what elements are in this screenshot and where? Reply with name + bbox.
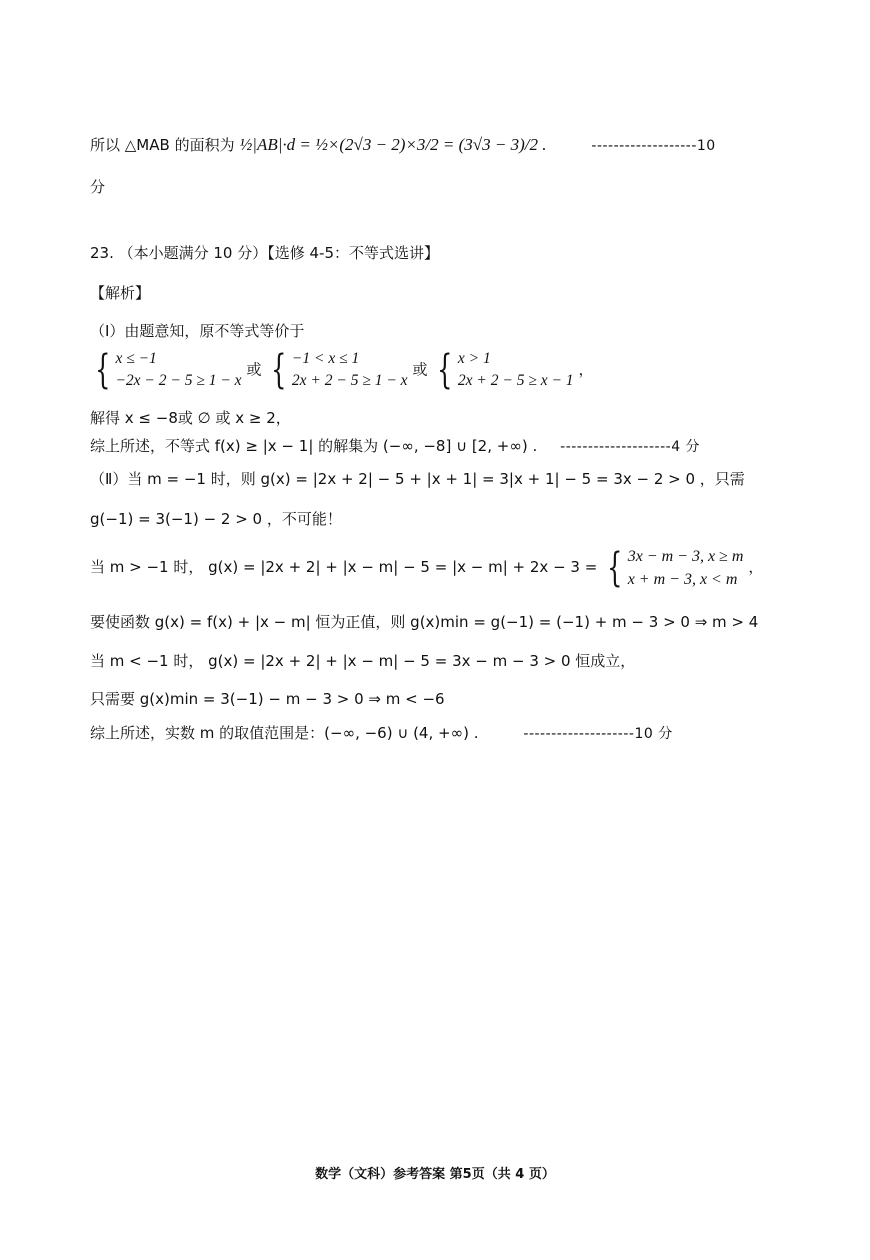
area-formula: ½|AB|·d = ½×(2√3 − 2)×3/2 = (3√3 − 3)/2 . [239, 135, 547, 154]
conclusion-part2: 综上所述，实数 m 的取值范围是：(−∞, −6) ∪ (4, +∞) . --------------------10 分 [90, 724, 673, 742]
inequality-systems: { x ≤ −1 −2x − 2 − 5 ≥ 1 − x 或 { −1 < x ≤ 1 2x + 2 − 5 ≥ 1 − x 或 { x > 1 2x + 2 − 5 ≥ x − 1 ， [90, 348, 594, 393]
part2-case2: 当 m > −1 时， g(x) = |2x + 2| + |x − m| − 5 = |x − m| + 2x − 3 = { 3x − m − 3, x ≥ m x + m − 3, x < m ， [90, 545, 764, 592]
part1-intro: （Ⅰ）由题意知，原不等式等价于 [90, 322, 305, 340]
part2-case3: 当 m < −1 时， g(x) = |2x + 2| + |x − m| − 5 = 3x − m − 3 > 0 恒成立， [90, 652, 636, 670]
score-dash-10a: -------------------10 [591, 138, 716, 154]
area-line [90, 135, 716, 155]
score-dash-10b: --------------------10 分 [523, 726, 673, 742]
case2-condition: 要使函数 g(x) = f(x) + |x − m| 恒为正值，则 g(x)min = g(−1) = (−1) + m − 3 > 0 ⇒ m > 4 [90, 613, 759, 631]
question-23-heading: 23. （本小题满分 10 分）【选修 4-5：不等式选讲】 [90, 244, 440, 262]
part2-case1: （Ⅱ）当 m = −1 时，则 g(x) = |2x + 2| − 5 + |x + 1| = 3|x + 1| − 5 = 3x − 2 > 0 ，只需 [90, 470, 745, 488]
system-3: { x > 1 2x + 2 − 5 ≥ x − 1 [437, 347, 574, 394]
solution-set-line: 解得 x ≤ −8或 ∅ 或 x ≥ 2， [90, 409, 291, 427]
page-footer: 数学（文科）参考答案 第5页（共 4 页） [315, 1167, 555, 1182]
system-1: { x ≤ −1 −2x − 2 − 5 ≥ 1 − x [95, 347, 242, 394]
system-2: { −1 < x ≤ 1 2x + 2 − 5 ≥ 1 − x [271, 347, 408, 394]
conclusion-part1: 综上所述，不等式 f(x) ≥ |x − 1| 的解集为 (−∞, −8] ∪ [2, +∞) . --------------------4 分 [90, 437, 701, 455]
area-text: 所以 △MAB 的面积为 [90, 136, 235, 154]
analysis-label: 【解析】 [90, 284, 151, 302]
score-unit: 分 [90, 178, 106, 196]
case3-condition: 只需要 g(x)min = 3(−1) − m − 3 > 0 ⇒ m < −6 [90, 690, 445, 708]
score-dash-4: --------------------4 分 [560, 439, 701, 455]
case1-check: g(−1) = 3(−1) − 2 > 0 ，不可能！ [90, 510, 342, 528]
system-4: { 3x − m − 3, x ≥ m x + m − 3, x < m [607, 545, 744, 592]
